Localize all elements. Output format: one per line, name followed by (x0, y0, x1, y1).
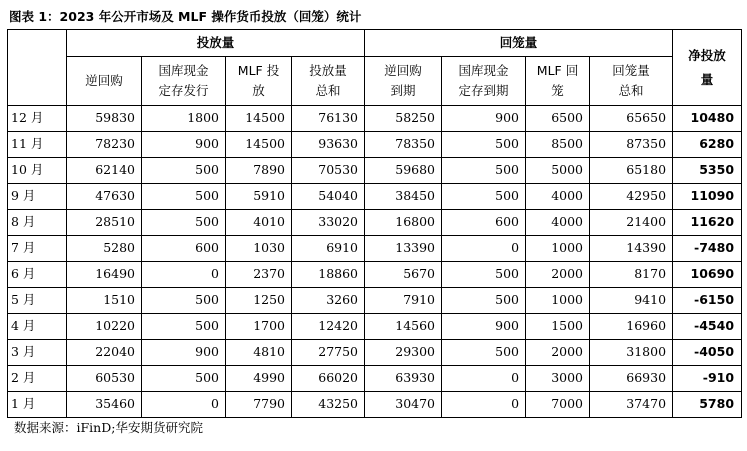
month-cell: 7 月 (8, 236, 67, 262)
table-row (8, 262, 742, 288)
value-cell: 63930 (365, 366, 442, 392)
net-header-line-2: 量 (700, 71, 714, 87)
col-mlf-withdraw-line-2: 笼 (551, 83, 564, 98)
value-cell: 58250 (365, 106, 442, 132)
value-cell: 66930 (590, 366, 673, 392)
value-cell: 78350 (365, 132, 442, 158)
net-header-line-1: 净投放 (688, 47, 726, 63)
value-cell: 14500 (226, 106, 292, 132)
value-cell: 0 (442, 236, 526, 262)
value-cell: 16490 (67, 262, 142, 288)
value-cell: 500 (142, 314, 226, 340)
value-cell: 14560 (365, 314, 442, 340)
month-cell: 9 月 (8, 184, 67, 210)
value-cell: 16800 (365, 210, 442, 236)
table-row (8, 236, 742, 262)
month-cell: 12 月 (8, 106, 67, 132)
value-cell: 4010 (226, 210, 292, 236)
value-cell: 500 (142, 158, 226, 184)
value-cell: 21400 (590, 210, 673, 236)
net-value-cell: -4540 (673, 314, 742, 340)
value-cell: 38450 (365, 184, 442, 210)
col-withdraw-total-line-1: 回笼量 (612, 63, 650, 78)
value-cell: 600 (142, 236, 226, 262)
net-value-cell: 10480 (673, 106, 742, 132)
table-row (8, 158, 742, 184)
value-cell: 4000 (526, 210, 590, 236)
value-cell: 7000 (526, 392, 590, 418)
value-cell: 16960 (590, 314, 673, 340)
value-cell: 900 (442, 314, 526, 340)
header-row-groups (8, 30, 742, 57)
value-cell: 62140 (67, 158, 142, 184)
value-cell: 31800 (590, 340, 673, 366)
value-cell: 1800 (142, 106, 226, 132)
value-cell: 5910 (226, 184, 292, 210)
value-cell: 500 (442, 132, 526, 158)
value-cell: 1700 (226, 314, 292, 340)
net-value-cell: 11090 (673, 184, 742, 210)
col-repo-maturity-line-1: 逆回购 (384, 63, 422, 78)
net-value-cell: -910 (673, 366, 742, 392)
value-cell: 500 (442, 288, 526, 314)
value-cell: 43250 (292, 392, 365, 418)
value-cell: 22040 (67, 340, 142, 366)
value-cell: 6910 (292, 236, 365, 262)
month-cell: 11 月 (8, 132, 67, 158)
value-cell: 2370 (226, 262, 292, 288)
value-cell: 65650 (590, 106, 673, 132)
net-value-cell: -6150 (673, 288, 742, 314)
col-reverse-repo (67, 57, 142, 106)
col-reverse-repo-line-1: 逆回购 (85, 73, 123, 88)
value-cell: 28510 (67, 210, 142, 236)
net-value-cell: -4050 (673, 340, 742, 366)
month-cell: 1 月 (8, 392, 67, 418)
col-inject-total-line-1: 投放量 (309, 63, 347, 78)
value-cell: 12420 (292, 314, 365, 340)
value-cell: 900 (142, 132, 226, 158)
value-cell: 500 (142, 210, 226, 236)
col-treasury-maturity-line-1: 国库现金 (458, 63, 509, 78)
value-cell: 10220 (67, 314, 142, 340)
net-value-cell: 11620 (673, 210, 742, 236)
value-cell: 30470 (365, 392, 442, 418)
value-cell: 70530 (292, 158, 365, 184)
net-value-cell: -7480 (673, 236, 742, 262)
value-cell: 900 (442, 106, 526, 132)
value-cell: 0 (142, 392, 226, 418)
value-cell: 500 (442, 184, 526, 210)
value-cell: 0 (442, 392, 526, 418)
value-cell: 500 (142, 288, 226, 314)
value-cell: 8170 (590, 262, 673, 288)
col-withdraw-total (590, 57, 673, 106)
value-cell: 33020 (292, 210, 365, 236)
col-repo-maturity (365, 57, 442, 106)
value-cell: 5000 (526, 158, 590, 184)
col-mlf-withdraw (526, 57, 590, 106)
value-cell: 2000 (526, 262, 590, 288)
table-body (8, 106, 742, 418)
value-cell: 93630 (292, 132, 365, 158)
value-cell: 500 (442, 340, 526, 366)
value-cell: 18860 (292, 262, 365, 288)
table-row (8, 210, 742, 236)
value-cell: 3000 (526, 366, 590, 392)
value-cell: 9410 (590, 288, 673, 314)
value-cell: 7790 (226, 392, 292, 418)
net-value-cell: 10690 (673, 262, 742, 288)
value-cell: 59830 (67, 106, 142, 132)
table-row (8, 132, 742, 158)
net-value-cell: 6280 (673, 132, 742, 158)
corner-cell (8, 30, 67, 106)
value-cell: 600 (442, 210, 526, 236)
value-cell: 5670 (365, 262, 442, 288)
col-treasury-maturity (442, 57, 526, 106)
col-mlf-inject (226, 57, 292, 106)
value-cell: 66020 (292, 366, 365, 392)
value-cell: 13390 (365, 236, 442, 262)
month-cell: 4 月 (8, 314, 67, 340)
value-cell: 76130 (292, 106, 365, 132)
value-cell: 29300 (365, 340, 442, 366)
table-row (8, 106, 742, 132)
col-mlf-inject-line-1: MLF 投 (237, 63, 280, 78)
data-source-note: 数据来源：iFinD;华安期货研究院 (14, 420, 203, 435)
value-cell: 4990 (226, 366, 292, 392)
figure-caption: 图表 1：2023 年公开市场及 MLF 操作货币投放（回笼）统计 (9, 9, 362, 24)
table-row (8, 288, 742, 314)
value-cell: 2000 (526, 340, 590, 366)
month-cell: 8 月 (8, 210, 67, 236)
value-cell: 500 (442, 158, 526, 184)
col-inject-total (292, 57, 365, 106)
value-cell: 0 (442, 366, 526, 392)
net-value-cell: 5780 (673, 392, 742, 418)
value-cell: 3260 (292, 288, 365, 314)
value-cell: 1030 (226, 236, 292, 262)
col-withdraw-total-line-2: 总和 (618, 83, 644, 98)
net-value-cell: 5350 (673, 158, 742, 184)
value-cell: 1250 (226, 288, 292, 314)
col-repo-maturity-line-2: 到期 (390, 83, 416, 98)
value-cell: 37470 (590, 392, 673, 418)
value-cell: 59680 (365, 158, 442, 184)
value-cell: 54040 (292, 184, 365, 210)
value-cell: 7910 (365, 288, 442, 314)
value-cell: 65180 (590, 158, 673, 184)
col-treasury-issue-line-1: 国库现金 (158, 63, 209, 78)
month-cell: 2 月 (8, 366, 67, 392)
col-mlf-inject-line-2: 放 (252, 83, 265, 98)
month-cell: 5 月 (8, 288, 67, 314)
value-cell: 14390 (590, 236, 673, 262)
value-cell: 5280 (67, 236, 142, 262)
withdraw-group-header: 回笼量 (365, 30, 673, 57)
col-inject-total-line-2: 总和 (315, 83, 341, 98)
value-cell: 4810 (226, 340, 292, 366)
value-cell: 6500 (526, 106, 590, 132)
table-row (8, 314, 742, 340)
month-cell: 6 月 (8, 262, 67, 288)
table-row (8, 392, 742, 418)
value-cell: 500 (142, 366, 226, 392)
header-row-columns (8, 57, 742, 106)
table-row (8, 340, 742, 366)
value-cell: 1000 (526, 236, 590, 262)
value-cell: 35460 (67, 392, 142, 418)
value-cell: 500 (142, 184, 226, 210)
table-row (8, 184, 742, 210)
value-cell: 27750 (292, 340, 365, 366)
value-cell: 1500 (526, 314, 590, 340)
value-cell: 900 (142, 340, 226, 366)
value-cell: 0 (142, 262, 226, 288)
month-cell: 3 月 (8, 340, 67, 366)
value-cell: 1000 (526, 288, 590, 314)
month-cell: 10 月 (8, 158, 67, 184)
value-cell: 1510 (67, 288, 142, 314)
table-row (8, 366, 742, 392)
col-treasury-issue-line-2: 定存发行 (158, 83, 209, 98)
value-cell: 78230 (67, 132, 142, 158)
value-cell: 47630 (67, 184, 142, 210)
inject-group-header: 投放量 (67, 30, 365, 57)
col-treasury-issue (142, 57, 226, 106)
value-cell: 8500 (526, 132, 590, 158)
value-cell: 500 (442, 262, 526, 288)
value-cell: 87350 (590, 132, 673, 158)
value-cell: 7890 (226, 158, 292, 184)
value-cell: 60530 (67, 366, 142, 392)
value-cell: 14500 (226, 132, 292, 158)
col-mlf-withdraw-line-1: MLF 回 (536, 63, 579, 78)
value-cell: 42950 (590, 184, 673, 210)
monetary-operations-table (7, 29, 742, 418)
col-treasury-maturity-line-2: 定存到期 (458, 83, 509, 98)
value-cell: 4000 (526, 184, 590, 210)
net-header (673, 30, 742, 106)
